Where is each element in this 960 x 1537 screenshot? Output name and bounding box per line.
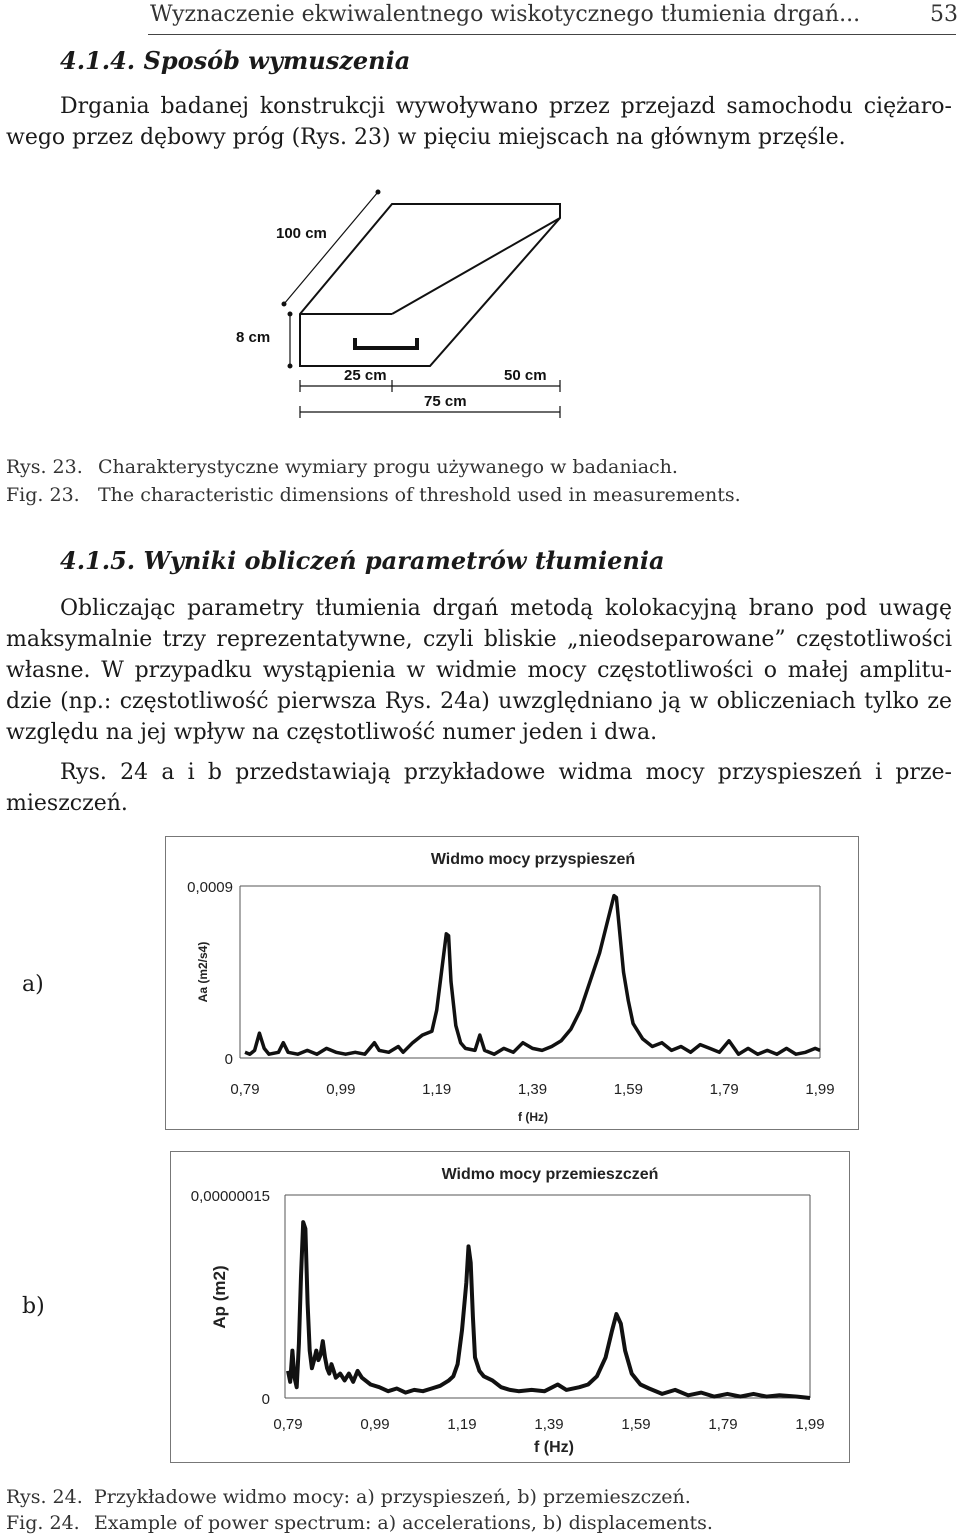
chart-title: Widmo mocy przyspieszeń [430,851,636,868]
header-rule [148,34,956,35]
panel-a-label: a) [22,972,44,997]
y-tick-label-zero: 0 [261,1391,270,1408]
y-tick-label-zero: 0 [224,1051,233,1068]
section-title-414: 4.1.4. Sposób wymuszenia [60,46,411,75]
x-tick-label: 1,99 [805,1081,835,1098]
section-415-p2-line-2: mieszczeń. [6,791,128,816]
section-415-p1-line-1: Obliczając parametry tłumienia drgań metodą kolokacyjną brano pod uwagę [60,596,952,621]
fig23-caption-en: The characteristic dimensions of threshold used in measurements. [98,484,741,506]
x-tick-label: 0,79 [273,1416,303,1433]
x-tick-label: 1,39 [534,1416,564,1433]
fig24-caption-pl-label: Rys. 24. [6,1486,83,1508]
x-tick-label: 1,79 [709,1081,739,1098]
section-414-line-2: wego przez dębowy próg (Rys. 23) w pięciu miejscach na głównym przęśle. [6,125,846,150]
threshold-diagram [220,186,580,420]
x-tick-label: 0,99 [360,1416,390,1433]
threshold-outline [300,204,560,366]
running-title: Wyznaczenie ekwiwalentnego wiskotycznego tłumienia drgań... [150,2,861,27]
dim-50-label: 50 cm [504,367,547,384]
x-axis-label: f (Hz) [518,1110,548,1124]
fig24-caption-en-label: Fig. 24. [6,1512,80,1534]
x-tick-label: 0,79 [230,1081,260,1098]
page-number: 53 [930,2,958,27]
chart-acceleration-spectrum [165,836,859,1130]
x-tick-label: 1,19 [422,1081,452,1098]
section-415-p1-line-3: własne. W przypadku wystąpienia w widmie mocy częstotliwości o małej amplitu- [6,658,952,683]
x-tick-label: 1,79 [708,1416,738,1433]
section-415-p1-line-5: względu na jej wpływ na częstotliwość numer jeden i dwa. [6,720,658,745]
x-tick-label: 0,99 [326,1081,356,1098]
chart-displacement-spectrum [170,1151,850,1463]
fig24-caption-pl: Przykładowe widmo mocy: a) przyspieszeń, b) przemieszczeń. [94,1486,691,1508]
dim-75-label: 75 cm [424,393,467,410]
y-axis-label: Ap (m2) [210,1265,229,1329]
x-tick-label: 1,99 [795,1416,825,1433]
chart-title: Widmo mocy przemieszczeń [441,1166,659,1183]
section-415-p1-line-4: dzie (np.: częstotliwość pierwsza Rys. 24a) uwzględniano ją w obliczeniach tylko ze [6,689,952,714]
y-axis-label: Aa (m2/s4) [196,941,210,1003]
x-tick-label: 1,59 [621,1416,651,1433]
fig23-caption-pl: Charakterystyczne wymiary progu używanego w badaniach. [98,456,678,478]
panel-b-label: b) [22,1294,45,1319]
fig23-caption-pl-label: Rys. 23. [6,456,83,478]
dim-8-label: 8 cm [236,329,271,346]
dim-25-label: 25 cm [344,367,387,384]
x-tick-label: 1,59 [613,1081,643,1098]
x-axis-label: f (Hz) [534,1439,574,1456]
fig23-caption-en-label: Fig. 23. [6,484,80,506]
dim-100-label: 100 cm [276,225,327,242]
x-tick-label: 1,39 [517,1081,548,1098]
section-title-415: 4.1.5. Wyniki obliczeń parametrów tłumienia [60,546,665,575]
section-415-p1-line-2: maksymalnie trzy reprezentatywne, czyli bliskie „nieodseparowane” częstotliwości [6,627,952,652]
section-415-p2-line-1: Rys. 24 a i b przedstawiają przykładowe widma mocy przyspieszeń i prze- [60,760,952,785]
fig24-caption-en: Example of power spectrum: a) accelerations, b) displacements. [94,1512,713,1534]
section-414-line-1: Drgania badanej konstrukcji wywoływano przez przejazd samochodu ciężaro- [60,94,952,119]
y-tick-label-max: 0,00000015 [190,1188,270,1205]
y-tick-label-max: 0,0009 [187,879,233,896]
x-tick-label: 1,19 [447,1416,477,1433]
